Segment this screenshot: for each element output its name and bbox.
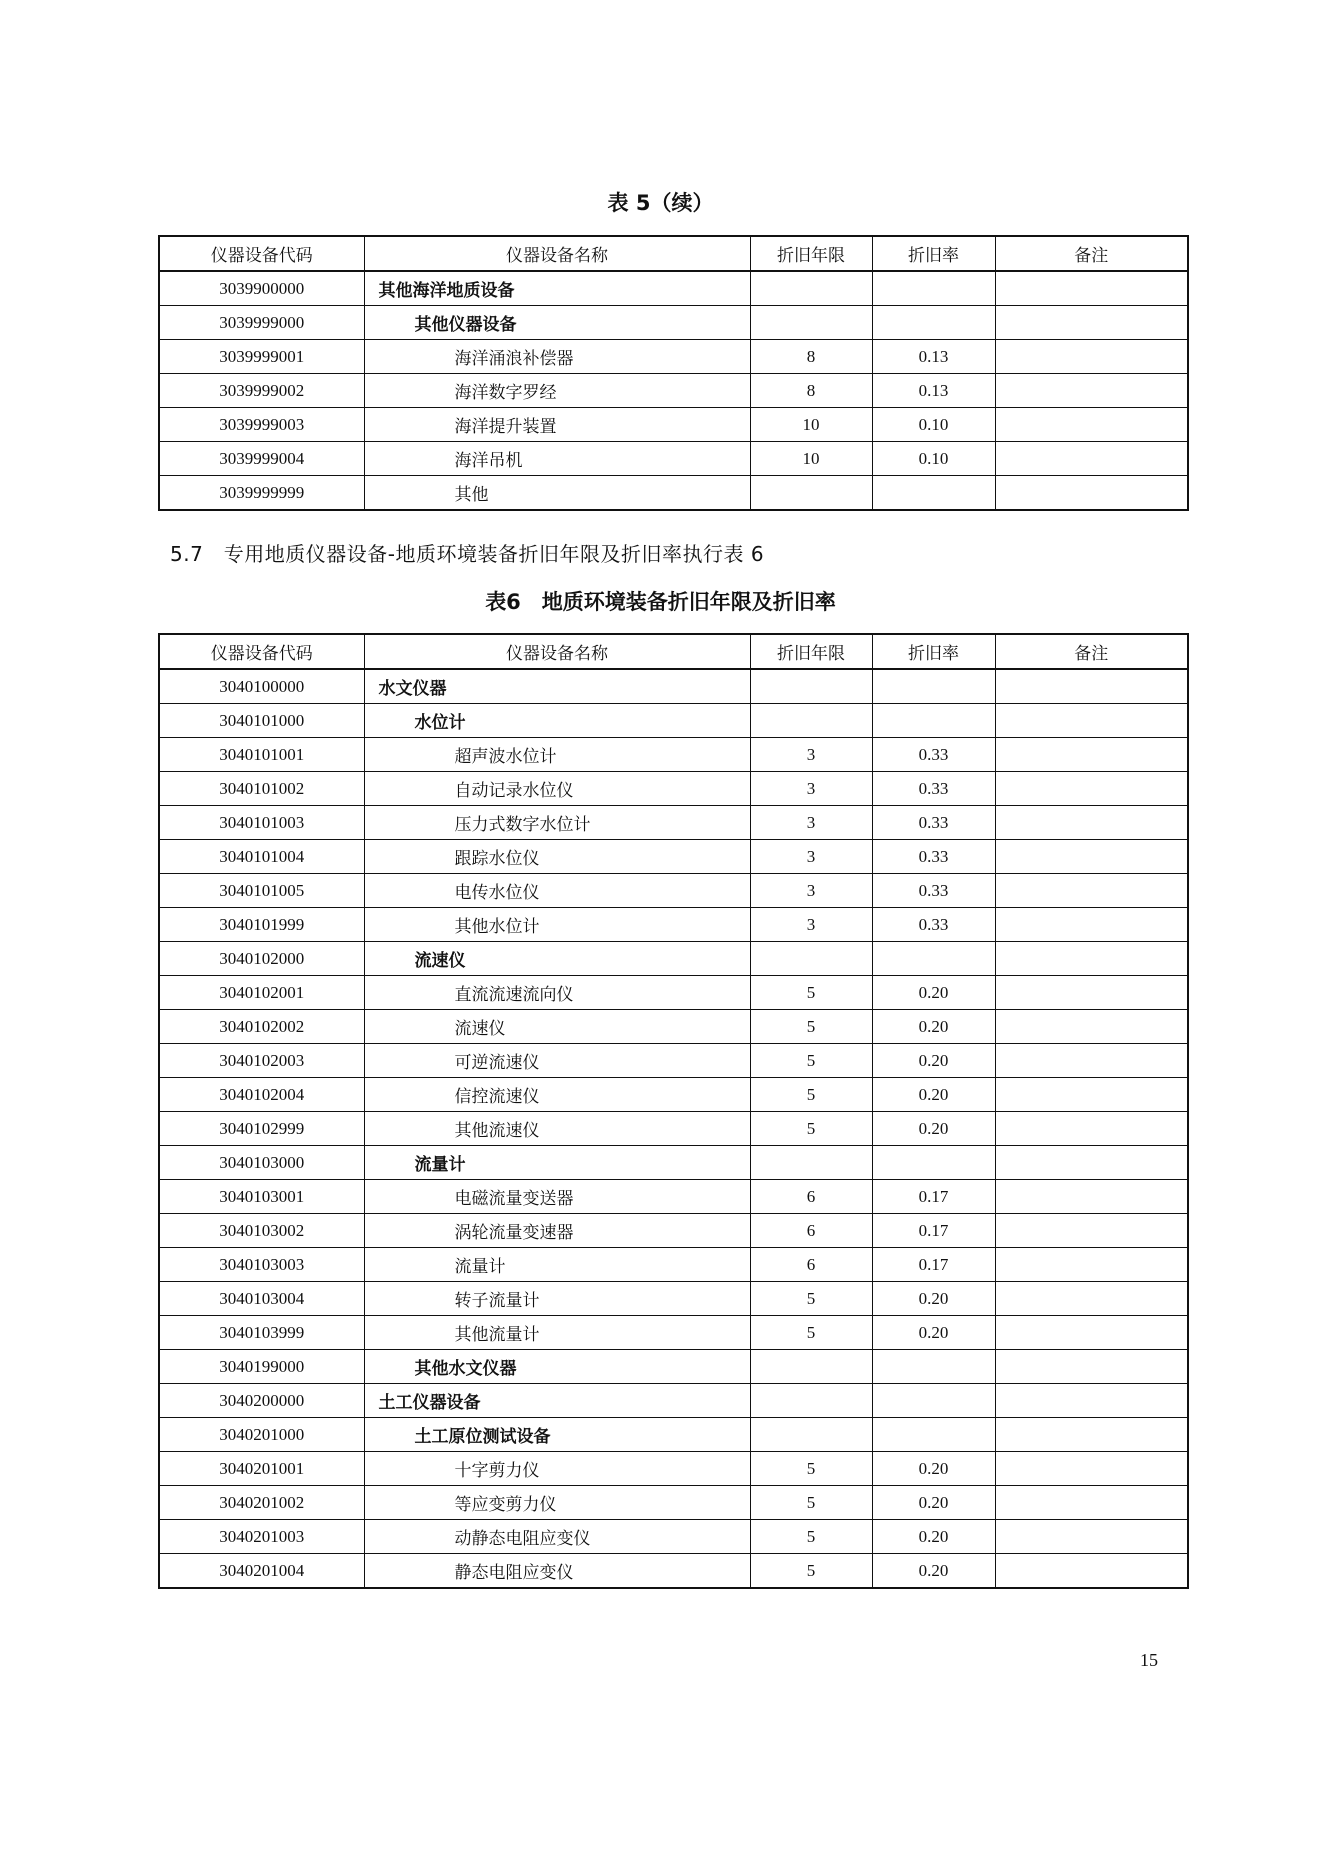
table-row — [159, 1044, 1188, 1078]
cell-code: 3040201004 — [159, 1554, 364, 1589]
cell-name: 海洋涌浪补偿器 — [364, 340, 750, 374]
cell-years: 5 — [750, 1520, 872, 1554]
cell-code: 3040103000 — [159, 1146, 364, 1180]
cell-rate: 0.20 — [872, 1044, 995, 1078]
table-row — [159, 1350, 1188, 1384]
cell-years: 6 — [750, 1180, 872, 1214]
cell-name: 海洋提升装置 — [364, 408, 750, 442]
cell-rate — [872, 1384, 995, 1418]
cell-years — [750, 1350, 872, 1384]
cell-name: 海洋吊机 — [364, 442, 750, 476]
table-header-row — [159, 236, 1188, 271]
cell-years: 10 — [750, 442, 872, 476]
cell-code: 3040102004 — [159, 1078, 364, 1112]
cell-years: 10 — [750, 408, 872, 442]
table-row — [159, 1112, 1188, 1146]
cell-note — [995, 1350, 1188, 1384]
cell-note — [995, 408, 1188, 442]
table-row — [159, 271, 1188, 306]
cell-name: 其他流速仪 — [364, 1112, 750, 1146]
cell-rate: 0.20 — [872, 1452, 995, 1486]
table-row — [159, 738, 1188, 772]
table-row — [159, 1146, 1188, 1180]
header-note: 备注 — [995, 236, 1188, 271]
cell-name: 流速仪 — [364, 942, 750, 976]
cell-rate: 0.17 — [872, 1214, 995, 1248]
table-row — [159, 1554, 1188, 1589]
table-row — [159, 840, 1188, 874]
table-row — [159, 772, 1188, 806]
cell-rate: 0.13 — [872, 374, 995, 408]
cell-note — [995, 1044, 1188, 1078]
cell-rate — [872, 271, 995, 306]
cell-rate: 0.20 — [872, 1316, 995, 1350]
cell-note — [995, 442, 1188, 476]
cell-note — [995, 942, 1188, 976]
cell-rate — [872, 1146, 995, 1180]
cell-years: 5 — [750, 1282, 872, 1316]
cell-code: 3040103003 — [159, 1248, 364, 1282]
cell-note — [995, 738, 1188, 772]
header-years: 折旧年限 — [750, 236, 872, 271]
cell-rate: 0.10 — [872, 442, 995, 476]
cell-code: 3039999001 — [159, 340, 364, 374]
cell-years — [750, 476, 872, 511]
cell-years: 5 — [750, 1316, 872, 1350]
cell-name: 十字剪力仪 — [364, 1452, 750, 1486]
table-row — [159, 704, 1188, 738]
table5-caption: 表 5（续） — [607, 191, 714, 215]
table-row — [159, 874, 1188, 908]
cell-rate: 0.33 — [872, 840, 995, 874]
table-row — [159, 442, 1188, 476]
cell-rate — [872, 1350, 995, 1384]
cell-note — [995, 1452, 1188, 1486]
cell-years: 3 — [750, 806, 872, 840]
cell-rate: 0.33 — [872, 908, 995, 942]
cell-years — [750, 942, 872, 976]
cell-code: 3039999004 — [159, 442, 364, 476]
cell-name: 跟踪水位仪 — [364, 840, 750, 874]
table-row — [159, 908, 1188, 942]
cell-name: 静态电阻应变仪 — [364, 1554, 750, 1589]
cell-code: 3040101001 — [159, 738, 364, 772]
cell-rate: 0.33 — [872, 772, 995, 806]
cell-years: 5 — [750, 1078, 872, 1112]
cell-code: 3040102003 — [159, 1044, 364, 1078]
cell-years — [750, 1146, 872, 1180]
cell-note — [995, 1384, 1188, 1418]
cell-note — [995, 704, 1188, 738]
cell-note — [995, 772, 1188, 806]
cell-years — [750, 704, 872, 738]
header-rate: 折旧率 — [872, 236, 995, 271]
cell-rate: 0.20 — [872, 1078, 995, 1112]
cell-name: 海洋数字罗经 — [364, 374, 750, 408]
table5-continued — [158, 235, 1189, 511]
cell-rate: 0.20 — [872, 1282, 995, 1316]
page-number: 15 — [1140, 1650, 1158, 1670]
section-5-7-text: 5.7 专用地质仪器设备-地质环境装备折旧年限及折旧率执行表 6 — [170, 542, 765, 566]
cell-note — [995, 1316, 1188, 1350]
cell-code: 3040101002 — [159, 772, 364, 806]
table-row — [159, 408, 1188, 442]
cell-rate: 0.17 — [872, 1180, 995, 1214]
header-name: 仪器设备名称 — [364, 634, 750, 669]
cell-name: 动静态电阻应变仪 — [364, 1520, 750, 1554]
cell-rate — [872, 1418, 995, 1452]
cell-name: 其他水位计 — [364, 908, 750, 942]
cell-name: 电传水位仪 — [364, 874, 750, 908]
cell-rate: 0.13 — [872, 340, 995, 374]
cell-rate: 0.20 — [872, 1520, 995, 1554]
table-row — [159, 1486, 1188, 1520]
table-row — [159, 1078, 1188, 1112]
cell-note — [995, 1248, 1188, 1282]
cell-name: 流量计 — [364, 1248, 750, 1282]
cell-name: 水文仪器 — [364, 669, 750, 704]
cell-note — [995, 908, 1188, 942]
cell-note — [995, 1180, 1188, 1214]
cell-years: 5 — [750, 1044, 872, 1078]
table-row — [159, 1384, 1188, 1418]
cell-note — [995, 374, 1188, 408]
table-row — [159, 669, 1188, 704]
table-row — [159, 1316, 1188, 1350]
cell-name: 流量计 — [364, 1146, 750, 1180]
cell-name: 土工仪器设备 — [364, 1384, 750, 1418]
cell-years — [750, 669, 872, 704]
cell-code: 3040200000 — [159, 1384, 364, 1418]
cell-years: 8 — [750, 340, 872, 374]
cell-rate: 0.20 — [872, 1112, 995, 1146]
cell-code: 3040102000 — [159, 942, 364, 976]
cell-name: 涡轮流量变速器 — [364, 1214, 750, 1248]
cell-note — [995, 1418, 1188, 1452]
cell-name: 转子流量计 — [364, 1282, 750, 1316]
table-row — [159, 976, 1188, 1010]
cell-note — [995, 476, 1188, 511]
cell-years: 5 — [750, 1554, 872, 1589]
table6-caption: 表6 地质环境装备折旧年限及折旧率 — [485, 590, 836, 614]
cell-rate: 0.33 — [872, 738, 995, 772]
cell-name: 其他海洋地质设备 — [364, 271, 750, 306]
cell-years: 3 — [750, 874, 872, 908]
header-rate: 折旧率 — [872, 634, 995, 669]
table-row — [159, 1418, 1188, 1452]
cell-rate: 0.17 — [872, 1248, 995, 1282]
table-header-row — [159, 634, 1188, 669]
cell-rate: 0.10 — [872, 408, 995, 442]
table-row — [159, 476, 1188, 511]
header-code: 仪器设备代码 — [159, 634, 364, 669]
cell-years: 5 — [750, 1010, 872, 1044]
cell-code: 3040199000 — [159, 1350, 364, 1384]
cell-name: 其他流量计 — [364, 1316, 750, 1350]
cell-years — [750, 306, 872, 340]
cell-note — [995, 1282, 1188, 1316]
cell-name: 直流流速流向仪 — [364, 976, 750, 1010]
cell-note — [995, 1146, 1188, 1180]
header-name: 仪器设备名称 — [364, 236, 750, 271]
table-row — [159, 1248, 1188, 1282]
table-row — [159, 1452, 1188, 1486]
cell-rate — [872, 476, 995, 511]
cell-name: 电磁流量变送器 — [364, 1180, 750, 1214]
cell-years: 5 — [750, 1452, 872, 1486]
cell-code: 3040101005 — [159, 874, 364, 908]
cell-code: 3040101000 — [159, 704, 364, 738]
cell-code: 3040101003 — [159, 806, 364, 840]
cell-name: 超声波水位计 — [364, 738, 750, 772]
cell-code: 3039999003 — [159, 408, 364, 442]
cell-name: 其他水文仪器 — [364, 1350, 750, 1384]
cell-note — [995, 874, 1188, 908]
cell-years: 3 — [750, 772, 872, 806]
header-years: 折旧年限 — [750, 634, 872, 669]
cell-years — [750, 271, 872, 306]
cell-years — [750, 1418, 872, 1452]
header-note: 备注 — [995, 634, 1188, 669]
cell-code: 3039900000 — [159, 271, 364, 306]
table-row — [159, 1214, 1188, 1248]
cell-rate: 0.33 — [872, 874, 995, 908]
table-row — [159, 1180, 1188, 1214]
cell-rate: 0.20 — [872, 1554, 995, 1589]
table-row — [159, 806, 1188, 840]
cell-rate — [872, 704, 995, 738]
table-row — [159, 340, 1188, 374]
cell-years: 5 — [750, 1112, 872, 1146]
cell-years: 3 — [750, 908, 872, 942]
cell-note — [995, 840, 1188, 874]
cell-code: 3040103004 — [159, 1282, 364, 1316]
cell-rate — [872, 669, 995, 704]
cell-name: 等应变剪力仪 — [364, 1486, 750, 1520]
cell-rate — [872, 942, 995, 976]
cell-code: 3039999000 — [159, 306, 364, 340]
cell-code: 3040103999 — [159, 1316, 364, 1350]
cell-note — [995, 1554, 1188, 1589]
cell-name: 流速仪 — [364, 1010, 750, 1044]
cell-note — [995, 669, 1188, 704]
cell-name: 水位计 — [364, 704, 750, 738]
cell-code: 3040101004 — [159, 840, 364, 874]
cell-rate: 0.33 — [872, 806, 995, 840]
cell-note — [995, 976, 1188, 1010]
cell-note — [995, 306, 1188, 340]
cell-rate: 0.20 — [872, 1010, 995, 1044]
cell-years: 5 — [750, 976, 872, 1010]
table-row — [159, 1010, 1188, 1044]
table-row — [159, 942, 1188, 976]
table-row — [159, 306, 1188, 340]
table6 — [158, 633, 1189, 1589]
cell-years: 6 — [750, 1248, 872, 1282]
cell-name: 自动记录水位仪 — [364, 772, 750, 806]
cell-note — [995, 1214, 1188, 1248]
cell-name: 信控流速仪 — [364, 1078, 750, 1112]
cell-years: 3 — [750, 738, 872, 772]
header-code: 仪器设备代码 — [159, 236, 364, 271]
cell-code: 3040102001 — [159, 976, 364, 1010]
cell-code: 3040103001 — [159, 1180, 364, 1214]
cell-code: 3040201000 — [159, 1418, 364, 1452]
cell-note — [995, 1486, 1188, 1520]
cell-name: 土工原位测试设备 — [364, 1418, 750, 1452]
cell-years: 8 — [750, 374, 872, 408]
cell-note — [995, 340, 1188, 374]
cell-rate: 0.20 — [872, 1486, 995, 1520]
cell-code: 3040103002 — [159, 1214, 364, 1248]
cell-years: 6 — [750, 1214, 872, 1248]
table-row — [159, 374, 1188, 408]
cell-years: 3 — [750, 840, 872, 874]
cell-code: 3040201001 — [159, 1452, 364, 1486]
cell-code: 3039999999 — [159, 476, 364, 511]
cell-name: 其他仪器设备 — [364, 306, 750, 340]
cell-code: 3039999002 — [159, 374, 364, 408]
cell-note — [995, 1010, 1188, 1044]
cell-rate — [872, 306, 995, 340]
cell-note — [995, 1112, 1188, 1146]
cell-code: 3040102002 — [159, 1010, 364, 1044]
cell-code: 3040101999 — [159, 908, 364, 942]
cell-note — [995, 1520, 1188, 1554]
cell-years: 5 — [750, 1486, 872, 1520]
cell-code: 3040201002 — [159, 1486, 364, 1520]
cell-code: 3040100000 — [159, 669, 364, 704]
cell-note — [995, 1078, 1188, 1112]
cell-note — [995, 271, 1188, 306]
cell-years — [750, 1384, 872, 1418]
cell-name: 压力式数字水位计 — [364, 806, 750, 840]
cell-code: 3040102999 — [159, 1112, 364, 1146]
cell-note — [995, 806, 1188, 840]
cell-code: 3040201003 — [159, 1520, 364, 1554]
cell-rate: 0.20 — [872, 976, 995, 1010]
cell-name: 可逆流速仪 — [364, 1044, 750, 1078]
table-row — [159, 1520, 1188, 1554]
cell-name: 其他 — [364, 476, 750, 511]
table-row — [159, 1282, 1188, 1316]
